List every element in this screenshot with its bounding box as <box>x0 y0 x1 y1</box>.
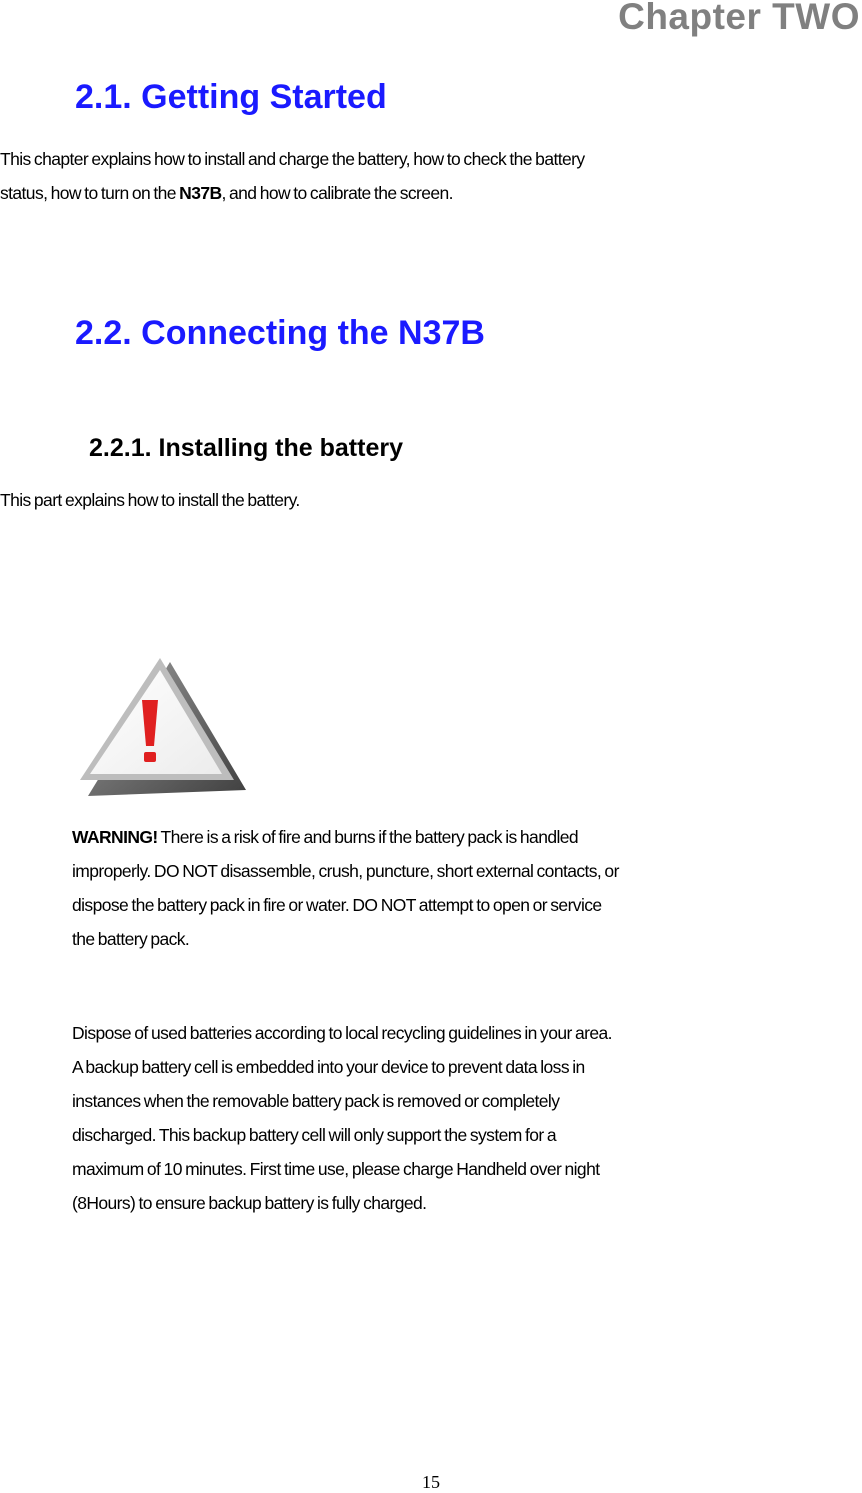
disposal-line-1: Dispose of used batteries according to local recycling guidelines in your area. <box>72 1023 612 1043</box>
disposal-line-2: A backup battery cell is embedded into your device to prevent data loss in <box>72 1057 585 1077</box>
exclamation-dot <box>144 752 156 762</box>
device-model-name: N37B <box>179 183 222 203</box>
installing-battery-line: This part explains how to install the battery. <box>0 490 300 510</box>
warning-triangle-icon <box>74 652 254 802</box>
warning-paragraph <box>72 820 862 956</box>
installing-battery-paragraph <box>0 483 862 517</box>
section-heading-getting-started: 2.1. Getting Started <box>75 78 387 116</box>
chapter-header: Chapter TWO <box>618 0 860 37</box>
disposal-line-5: maximum of 10 minutes. First time use, please charge Handheld over night <box>72 1159 600 1179</box>
warning-line-2: improperly. DO NOT disassemble, crush, puncture, short external contacts, or <box>72 861 619 881</box>
disposal-paragraph <box>72 1016 862 1220</box>
getting-started-paragraph <box>0 142 862 210</box>
getting-started-line-2-suffix: , and how to calibrate the screen. <box>221 183 453 203</box>
disposal-line-4: discharged. This backup battery cell will only support the system for a <box>72 1125 556 1145</box>
warning-line-1-text: There is a risk of fire and burns if the battery pack is handled <box>157 827 579 847</box>
getting-started-line-2 <box>0 176 862 210</box>
warning-line-3: dispose the battery pack in fire or water. DO NOT attempt to open or service <box>72 895 602 915</box>
warning-line-1 <box>72 820 862 854</box>
warning-line-4: the battery pack. <box>72 929 190 949</box>
getting-started-line-2-prefix: status, how to turn on the <box>0 183 180 203</box>
disposal-line-3: instances when the removable battery pack is removed or completely <box>72 1091 560 1111</box>
subsection-heading-installing-battery: 2.2.1. Installing the battery <box>89 434 403 462</box>
disposal-line-6: (8Hours) to ensure backup battery is fully charged. <box>72 1193 427 1213</box>
warning-label: WARNING! <box>72 827 158 847</box>
getting-started-line-1: This chapter explains how to install and charge the battery, how to check the battery <box>0 149 585 169</box>
section-heading-connecting: 2.2. Connecting the N37B <box>75 314 485 352</box>
page-number: 15 <box>422 1472 440 1492</box>
